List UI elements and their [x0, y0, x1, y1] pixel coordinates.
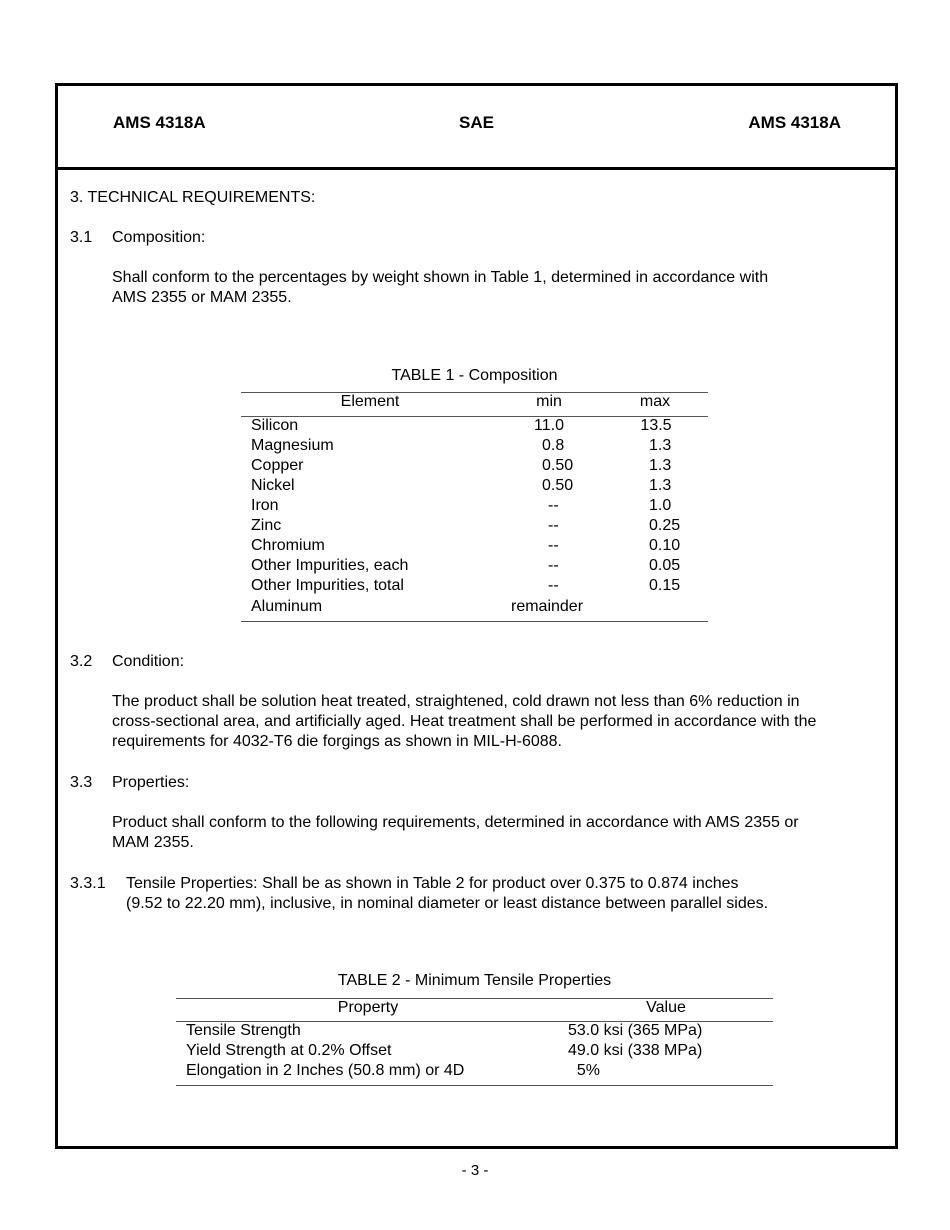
section-3-1-number: 3.1 — [70, 229, 93, 246]
table2-property: Elongation in 2 Inches (50.8 mm) or 4D — [186, 1062, 465, 1079]
table1-min: -- — [548, 557, 559, 574]
section-3-1-text-line2: AMS 2355 or MAM 2355. — [112, 289, 292, 306]
table1-caption: TABLE 1 - Composition — [391, 367, 558, 384]
table1-max: 0.25 — [649, 517, 681, 534]
table1-max: 1.0 — [649, 497, 672, 514]
section-3-3-number: 3.3 — [70, 774, 93, 791]
section-3-2-number: 3.2 — [70, 653, 93, 670]
table1-element: Zinc — [251, 517, 282, 534]
section-3-heading: 3. TECHNICAL REQUIREMENTS: — [70, 189, 316, 206]
table1-element: Other Impurities, each — [251, 557, 409, 574]
table1-max: 1.3 — [649, 457, 672, 474]
section-3-3-1-text-line1: Tensile Properties: Shall be as shown in Table 2 for product over 0.375 to 0.874 inches — [126, 875, 739, 892]
table2-value: 53.0 ksi (365 MPa) — [568, 1022, 703, 1039]
table1-header-element: Element — [340, 393, 400, 410]
table1-header-min: min — [536, 393, 562, 410]
table1-min: 0.50 — [542, 477, 574, 494]
table2-property: Yield Strength at 0.2% Offset — [186, 1042, 392, 1059]
section-3-3-1-text-line2: (9.52 to 22.20 mm), inclusive, in nominal diameter or least distance between parallel sides. — [126, 895, 769, 912]
table2-property: Tensile Strength — [186, 1022, 301, 1039]
header-org: SAE — [459, 113, 494, 132]
table1-max: 13.5 — [640, 417, 672, 434]
table1-element: Iron — [251, 497, 279, 514]
table1-element: Other Impurities, total — [251, 577, 404, 594]
table1-max: 0.10 — [649, 537, 681, 554]
table2-bottom-rule — [176, 1085, 773, 1086]
page-header — [58, 86, 895, 170]
table2-header-value: Value — [646, 999, 686, 1016]
table1-max: 1.3 — [649, 437, 672, 454]
section-3-3-1-number: 3.3.1 — [70, 875, 106, 892]
table1-min: -- — [548, 537, 559, 554]
table1-element: Nickel — [251, 477, 295, 494]
table1-element: Silicon — [251, 417, 299, 434]
table1-min: -- — [548, 497, 559, 514]
section-3-1-text-line1: Shall conform to the percentages by weight shown in Table 1, determined in accordance with — [112, 269, 769, 286]
table2-value: 5% — [568, 1062, 601, 1079]
section-3-2-text-line1: The product shall be solution heat treated, straightened, cold drawn not less than 6% reduction in — [112, 693, 800, 710]
table2-caption: TABLE 2 - Minimum Tensile Properties — [337, 972, 612, 989]
section-3-3-title: Properties: — [112, 774, 190, 791]
table1-bottom-rule — [241, 621, 708, 622]
table1-element: Copper — [251, 457, 304, 474]
table1-min: remainder — [511, 598, 584, 615]
table1-max: 0.05 — [649, 557, 681, 574]
table1-header-max: max — [639, 393, 671, 410]
table1-element: Chromium — [251, 537, 325, 554]
section-3-1-title: Composition: — [112, 229, 206, 246]
table1-min: -- — [548, 577, 559, 594]
section-3-2-text-line2: cross-sectional area, and artificially aged. Heat treatment shall be performed in accordance with the — [112, 713, 817, 730]
table2-header-property: Property — [337, 999, 399, 1016]
section-3-2-title: Condition: — [112, 653, 185, 670]
table2-value: 49.0 ksi (338 MPa) — [568, 1042, 703, 1059]
section-3-3-text-line1: Product shall conform to the following requirements, determined in accordance with AMS 2355 or — [112, 814, 799, 831]
table1-max: 0.15 — [649, 577, 681, 594]
table1-min: 11.0 — [534, 417, 564, 434]
table1-min: 0.8 — [542, 437, 565, 454]
header-doc-id-left: AMS 4318A — [113, 113, 206, 132]
table1-min: -- — [548, 517, 559, 534]
header-doc-id-right: AMS 4318A — [748, 113, 841, 132]
table1-element: Magnesium — [251, 437, 334, 454]
page-number: - 3 - — [461, 1162, 489, 1179]
section-3-2-text-line3: requirements for 4032-T6 die forgings as shown in MIL-H-6088. — [112, 733, 562, 750]
table1-element: Aluminum — [251, 598, 323, 615]
section-3-3-text-line2: MAM 2355. — [112, 834, 194, 851]
table1-max: 1.3 — [649, 477, 672, 494]
table1-min: 0.50 — [542, 457, 574, 474]
